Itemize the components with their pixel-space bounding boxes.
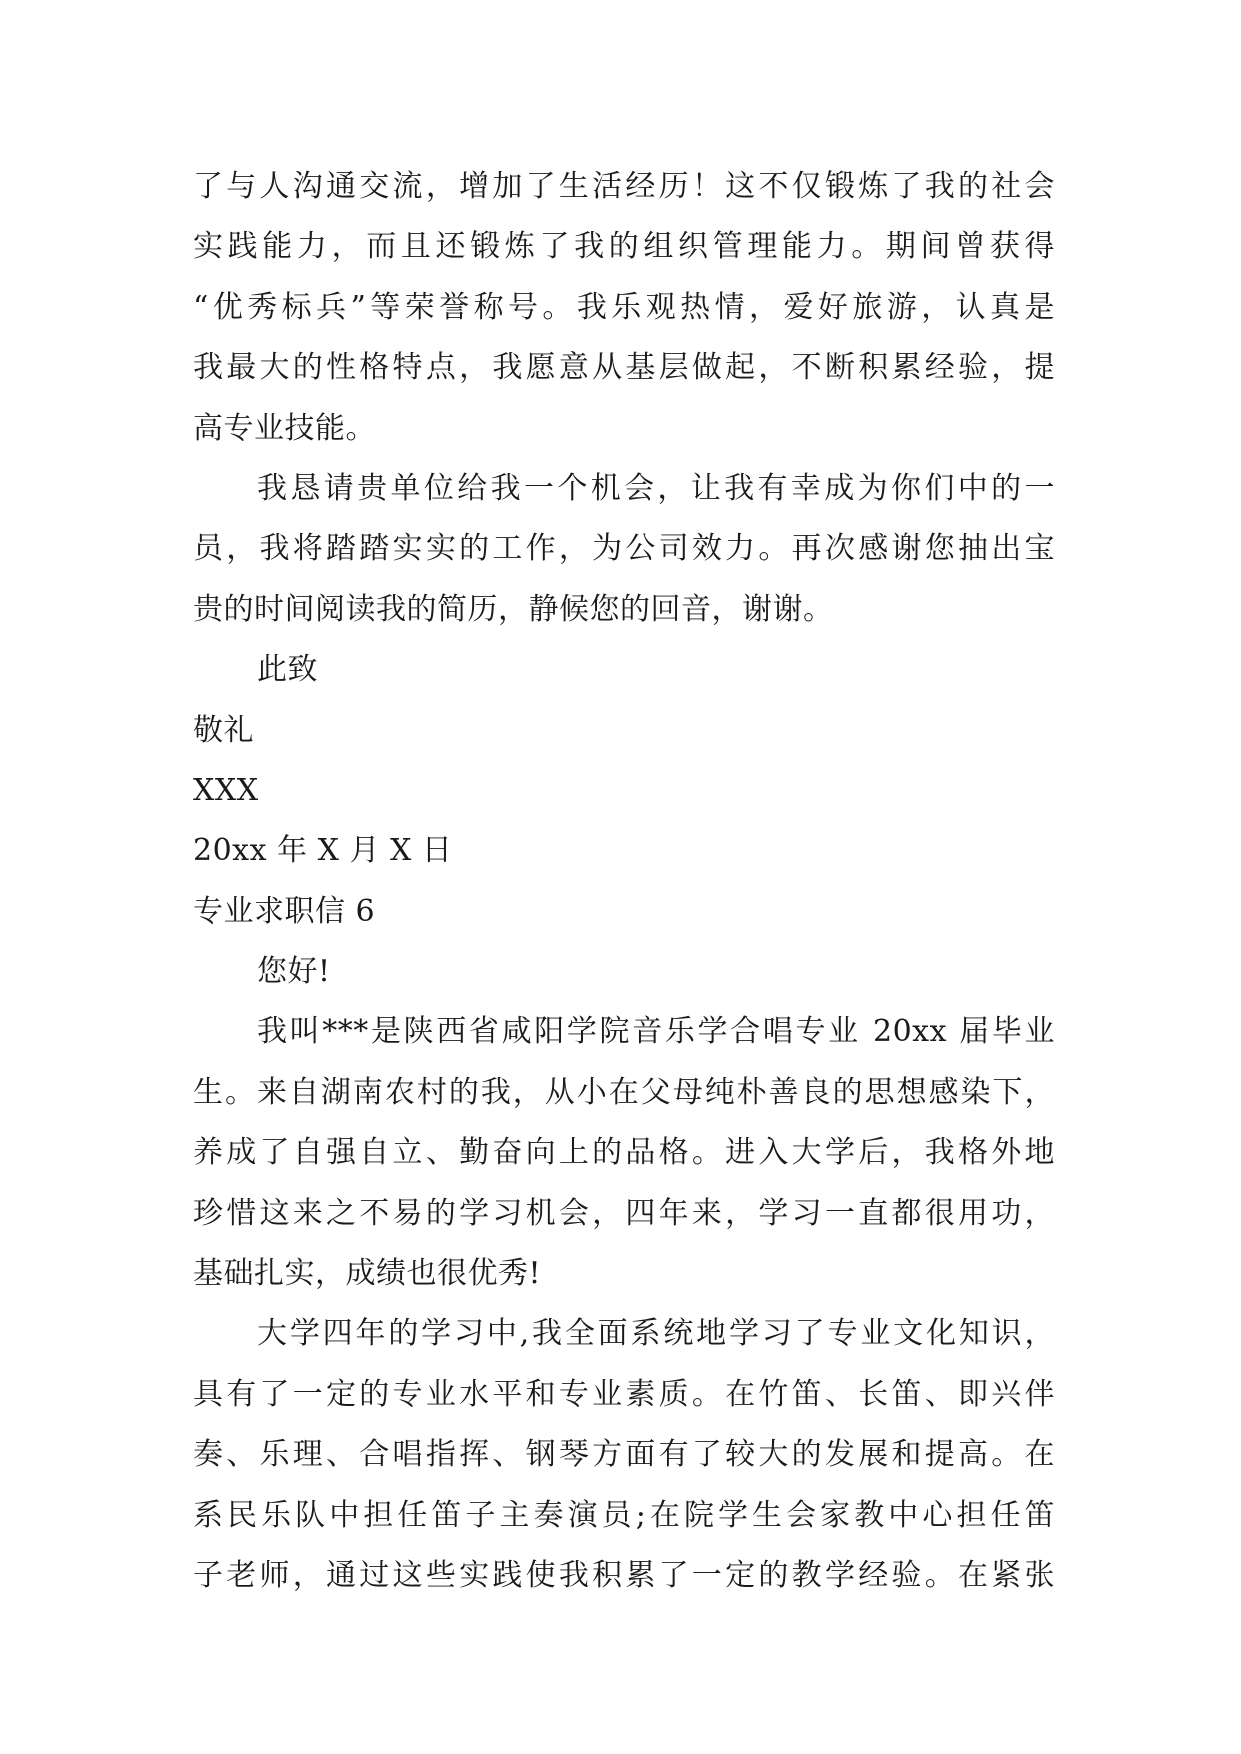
text-line: 员，我将踏踏实实的工作，为公司效力。再次感谢您抽出宝	[193, 531, 1055, 567]
closing-salutation: 此致	[257, 652, 318, 688]
text-line: 了与人沟通交流，增加了生活经历！这不仅锻炼了我的社会	[193, 169, 1055, 204]
date: 20xx 年 X 月 X 日	[193, 833, 453, 869]
greeting: 您好!	[257, 954, 331, 990]
text-line: 大学四年的学习中,我全面系统地学习了专业文化知识，	[257, 1316, 1055, 1352]
text-line: 基础扎实，成绩也很优秀!	[193, 1256, 542, 1292]
signature: XXX	[193, 772, 259, 808]
text-line: 我恳请贵单位给我一个机会，让我有幸成为你们中的一	[257, 470, 1055, 506]
letter-body	[193, 157, 1055, 1606]
paragraph-self-description	[193, 157, 1055, 459]
text-line: 生。来自湖南农村的我，从小在父母纯朴善良的思想感染下，	[193, 1074, 1055, 1110]
text-line: 我最大的性格特点，我愿意从基层做起，不断积累经验，提	[193, 350, 1055, 386]
text-line: 子老师，通过这些实践使我积累了一定的教学经验。在紧张	[193, 1557, 1055, 1593]
paragraph-studies	[193, 1304, 1055, 1606]
text-line: 养成了自强自立、勤奋向上的品格。进入大学后，我格外地	[193, 1135, 1055, 1171]
text-line: “优秀标兵”等荣誉称号。我乐观热情，爱好旅游，认真是	[193, 289, 1055, 325]
paragraph-request	[193, 459, 1055, 640]
section-title: 专业求职信 6	[193, 893, 376, 929]
text-line: 高专业技能。	[193, 410, 376, 446]
paragraph-introduction	[193, 1002, 1055, 1304]
text-line: 奏、乐理、合唱指挥、钢琴方面有了较大的发展和提高。在	[193, 1437, 1055, 1473]
text-line: 珍惜这来之不易的学习机会，四年来，学习一直都很用功，	[193, 1195, 1055, 1231]
text-line: 我叫***是陕西省咸阳学院音乐学合唱专业 20xx 届毕业	[257, 1014, 1055, 1050]
text-line: 贵的时间阅读我的简历，静候您的回音，谢谢。	[193, 591, 834, 627]
text-line: 具有了一定的专业水平和专业素质。在竹笛、长笛、即兴伴	[193, 1376, 1055, 1412]
text-line: 系民乐队中担任笛子主奏演员;在院学生会家教中心担任笛	[193, 1497, 1055, 1533]
closing-regards: 敬礼	[193, 712, 254, 748]
text-line: 实践能力，而且还锻炼了我的组织管理能力。期间曾获得	[193, 229, 1055, 265]
